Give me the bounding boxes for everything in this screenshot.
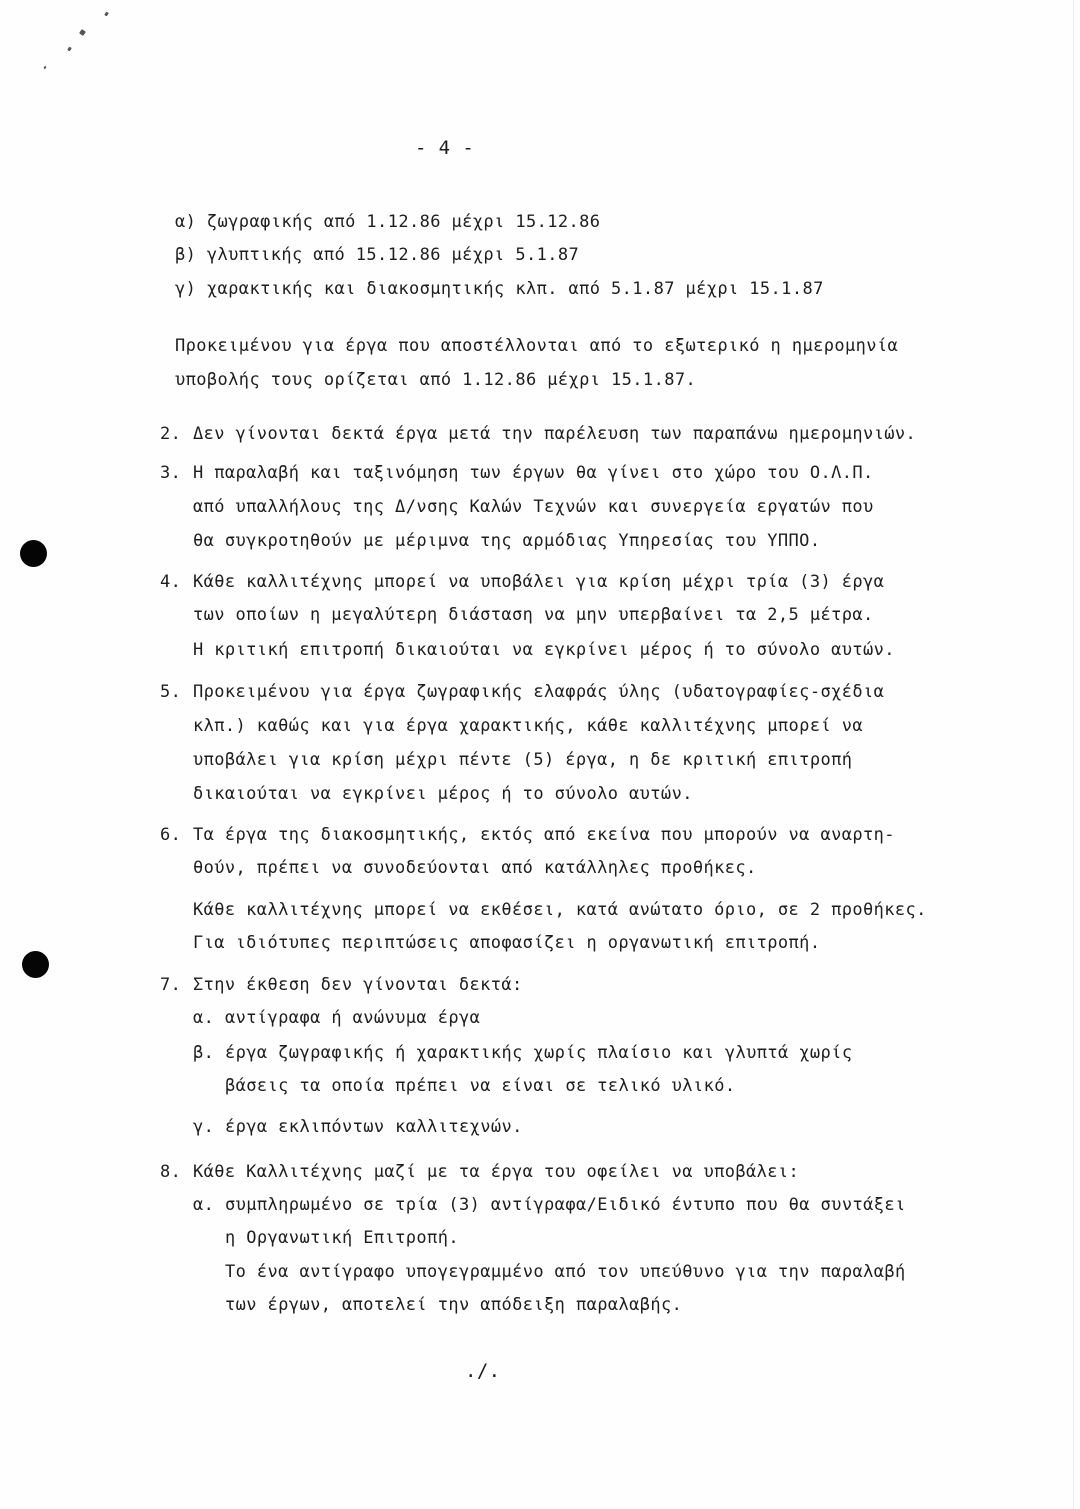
item-6-line: θούν, πρέπει να συνοδεύονται από κατάλληλες προθήκες. — [193, 858, 757, 878]
item-6-line: Τα έργα της διακοσμητικής, εκτός από εκείνα που μπορούν να αναρτη- — [193, 825, 895, 845]
item-3-line: Η παραλαβή και ταξινόμηση των έργων θα γίνει στο χώρο του Ο.Λ.Π. — [193, 463, 874, 483]
margin-speck — [104, 12, 109, 17]
item-4-line: των οποίων η μεγαλύτερη διάσταση να μην υπερβαίνει τα 2,5 μέτρα. — [193, 605, 874, 625]
page-edge — [1073, 0, 1074, 1509]
item-8-extra-line: των έργων, αποτελεί την απόδειξη παραλαβής. — [225, 1295, 683, 1315]
item-5-line: υποβάλει για κρίση μέχρι πέντε (5) έργα, η δε κριτική επιτροπή — [193, 750, 853, 770]
item-3-line: από υπαλλήλους της Δ/νσης Καλών Τεχνών και συνεργεία εργατών που — [193, 497, 874, 517]
item-8-number: 8. — [160, 1162, 182, 1182]
item-8-line: Κάθε Καλλιτέχνης μαζί με τα έργα του οφείλει να υποβάλει: — [193, 1162, 800, 1182]
abroad-paragraph-line: υποβολής τους ορίζεται από 1.12.86 μέχρι 15.1.87. — [175, 370, 697, 390]
margin-speck — [67, 47, 72, 52]
item-4-line: Κάθε καλλιτέχνης μπορεί να υποβάλει για κρίση μέχρι τρία (3) έργα — [193, 572, 885, 592]
item-2-number: 2. — [160, 424, 182, 444]
item-5-line: κλπ.) καθώς και για έργα χαρακτικής, κάθε καλλιτέχνης μπορεί να — [193, 716, 863, 736]
item-7-line: Στην έκθεση δεν γίνονται δεκτά: — [193, 975, 523, 995]
item-6-extra-line: Για ιδιότυπες περιπτώσεις αποφασίζει η οργανωτική επιτροπή. — [193, 933, 821, 953]
item-6-number: 6. — [160, 825, 182, 845]
item-8a-label: α. — [193, 1195, 215, 1215]
item-3-line: θα συγκροτηθούν με μέριμνα της αρμόδιας Υπηρεσίας του ΥΠΠΟ. — [193, 531, 821, 551]
punch-hole-bottom — [22, 951, 49, 978]
item-7b-line: βάσεις τα οποία πρέπει να είναι σε τελικό υλικό. — [225, 1076, 736, 1096]
item-8-extra-line: Το ένα αντίγραφο υπογεγραμμένο από τον υπεύθυνο για την παραλαβή — [225, 1262, 906, 1282]
item-8a-line: συμπληρωμένο σε τρία (3) αντίγραφα/Ειδικό έντυπο που θα συντάξει — [225, 1195, 906, 1215]
item-7c-line: έργα εκλιπόντων καλλιτεχνών. — [225, 1117, 523, 1137]
item-5-line: Προκειμένου για έργα ζωγραφικής ελαφράς ύλης (υδατογραφίες-σχέδια — [193, 682, 885, 702]
punch-hole-top — [20, 540, 47, 567]
item-5-number: 5. — [160, 682, 182, 702]
item-7a-label: α. — [193, 1008, 215, 1028]
date-item-sculpture: β) γλυπτικής από 15.12.86 μέχρι 5.1.87 — [175, 245, 580, 265]
item-8a-line: η Οργανωτική Επιτροπή. — [225, 1228, 459, 1248]
item-7b-label: β. — [193, 1043, 215, 1063]
page-number: - 4 - — [415, 137, 475, 159]
item-7c-label: γ. — [193, 1117, 215, 1137]
date-item-painting: α) ζωγραφικής από 1.12.86 μέχρι 15.12.86 — [175, 212, 601, 232]
continuation-mark: ./. — [465, 1360, 501, 1382]
margin-speck — [43, 66, 46, 70]
margin-speck — [79, 29, 86, 36]
date-item-engraving: γ) χαρακτικής και διακοσμητικής κλπ. από 5.1.87 μέχρι 15.1.87 — [175, 279, 824, 299]
item-7-number: 7. — [160, 975, 182, 995]
item-6-extra-line: Κάθε καλλιτέχνης μπορεί να εκθέσει, κατά ανώτατο όριο, σε 2 προθήκες. — [193, 900, 927, 920]
abroad-paragraph-line: Προκειμένου για έργα που αποστέλλονται από το εξωτερικό η ημερομηνία — [175, 336, 899, 356]
item-4-number: 4. — [160, 572, 182, 592]
item-7b-line: έργα ζωγραφικής ή χαρακτικής χωρίς πλαίσιο και γλυπτά χωρίς — [225, 1043, 853, 1063]
item-3-number: 3. — [160, 463, 182, 483]
item-2-line: Δεν γίνονται δεκτά έργα μετά την παρέλευση των παραπάνω ημερομηνιών. — [193, 424, 917, 444]
item-4-line: Η κριτική επιτροπή δικαιούται να εγκρίνει μέρος ή το σύνολο αυτών. — [193, 640, 895, 660]
item-7a-line: αντίγραφα ή ανώνυμα έργα — [225, 1008, 481, 1028]
item-5-line: δικαιούται να εγκρίνει μέρος ή το σύνολο αυτών. — [193, 784, 693, 804]
